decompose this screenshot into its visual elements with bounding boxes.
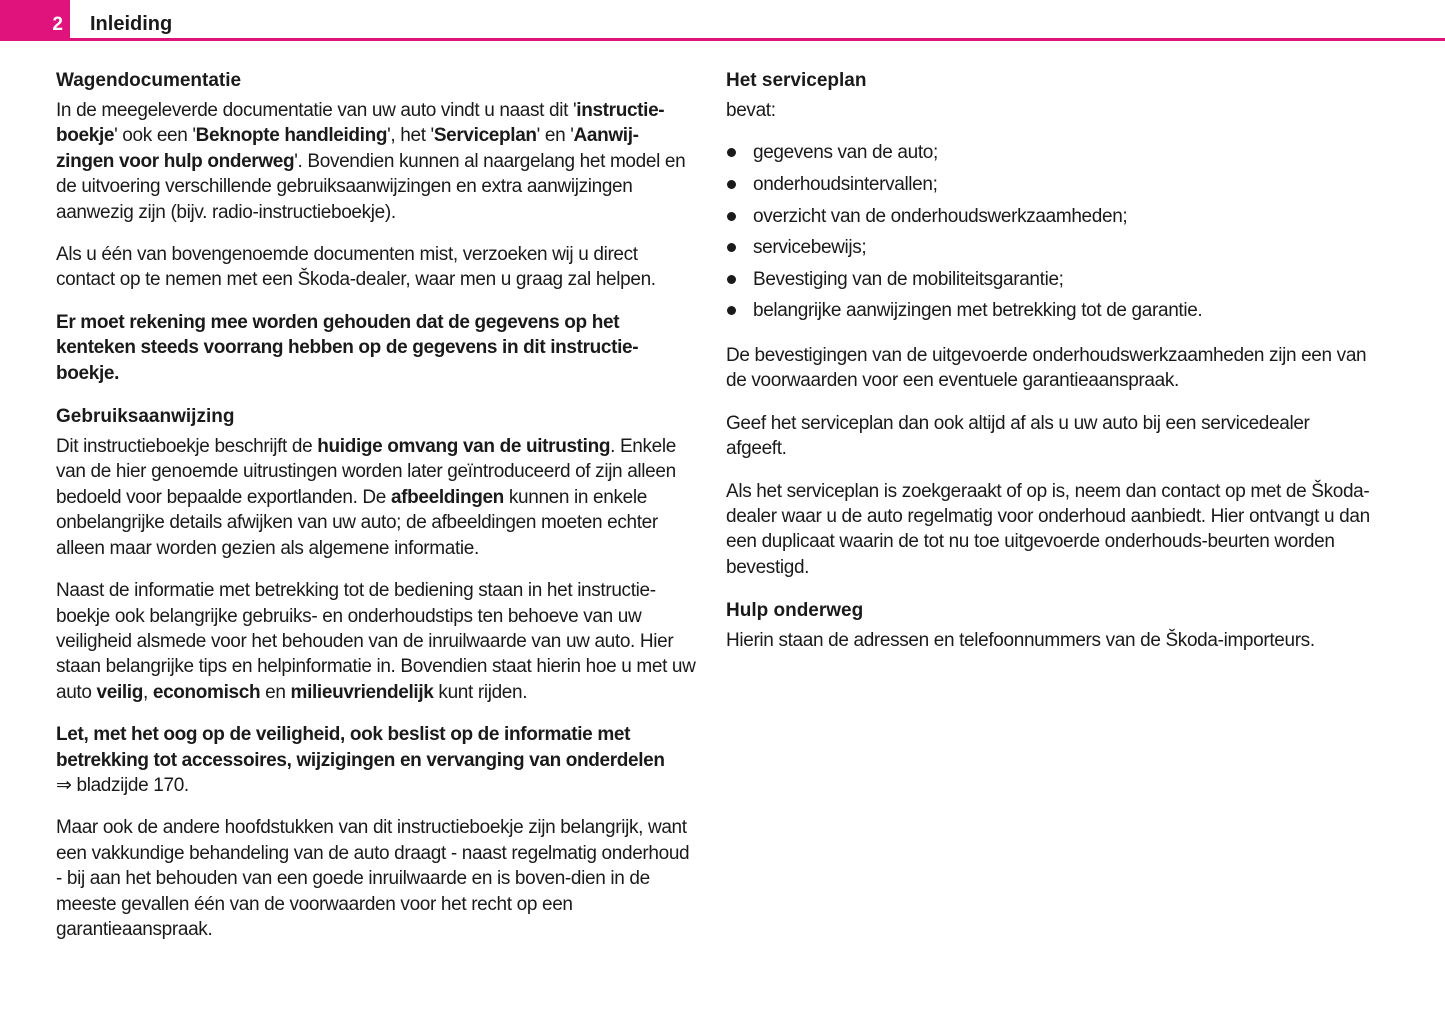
text-run: ', het ' [387, 125, 434, 147]
paragraph-confirmations: De bevestigingen van de uitgevoerde onderhoudswerkzaamheden zijn een van de voorwaarden voor een eventuele garantieaanspraak. [726, 344, 1367, 392]
text-run: Dit instructieboekje beschrijft de [56, 436, 318, 458]
bullet-icon [727, 148, 736, 157]
text-run: In de meegeleverde documentatie van uw auto vindt u naast dit ' [56, 100, 577, 121]
paragraph-manual-scope [56, 434, 696, 561]
emphasis-text: instructie-boekje [56, 100, 665, 147]
paragraph-registration-note [56, 310, 696, 386]
list-item [726, 295, 1371, 327]
text-run: Naast de informatie met betrekking tot de bediening staan in het instructie-boekje ook belangrijke gebruiks- en onderhoudstips ten behoeve van uw veiligheid alsmede voor het behouden van de inruilwaarde van uw auto. Hier staan belangrijke tips en helpinformatie in. Bovendien staat hierin hoe u met uw auto [56, 580, 696, 703]
bullet-icon [727, 306, 736, 315]
list-item-text: servicebewijs; [753, 237, 867, 259]
left-column [56, 67, 696, 959]
list-item-text: Bevestiging van de mobiliteitsgarantie; [753, 268, 1064, 290]
emphasis-text: Serviceplan [433, 125, 537, 147]
list-item-text: overzicht van de onderhoudswerkzaamheden; [753, 205, 1128, 227]
page-number: 2 [52, 14, 63, 35]
text-run: kunnen in enkele onbelangrijke details afwijken van uw auto; de afbeeldingen moeten echter alleen maar worden gezien als algemene informatie. [56, 486, 658, 559]
serviceplan-intro: bevat: [726, 100, 776, 121]
text-run: ' ook een ' [114, 125, 196, 147]
list-item-text: gegevens van de auto; [753, 142, 938, 164]
emphasis-text: veilig [96, 681, 143, 703]
heading-gebruiksaanwijzing: Gebruiksaanwijzing [56, 406, 235, 428]
page-number-box [0, 0, 70, 40]
heading-wagendocumentatie: Wagendocumentatie [56, 70, 242, 91]
text-run: kunt rijden. [433, 681, 528, 703]
list-item [726, 232, 1371, 264]
list-item-text: belangrijke aanwijzingen met betrekking tot de garantie. [753, 300, 1203, 322]
text-run: ' en ' [536, 125, 574, 147]
header-rule [0, 38, 1445, 41]
registration-note-bold: Er moet rekening mee worden gehouden dat de gegevens op het kenteken steeds voorrang hebben op de gegevens in dit instructie-boekje. [56, 311, 639, 384]
paragraph-safety-note [56, 722, 696, 798]
text-run: , [143, 681, 153, 703]
list-item [726, 137, 1371, 169]
emphasis-text: huidige omvang van de uitrusting [317, 436, 611, 458]
emphasis-text: Aanwij-zingen voor hulp onderweg [56, 125, 639, 172]
paragraph-hand-in-serviceplan: Geef het serviceplan dan ook altijd af als u uw auto bij een servicedealer afgeeft. [726, 412, 1310, 460]
section-title: Inleiding [90, 13, 173, 35]
list-item-text: onderhoudsintervallen; [753, 174, 938, 195]
right-column [726, 67, 1371, 671]
list-item [726, 264, 1371, 296]
bullet-icon [727, 275, 736, 284]
bullet-icon [727, 212, 736, 221]
text-run: '. Bovendien kunnen al naargelang het model en de uitvoering verschillende gebruiksaanwijzingen en extra aanwijzingen aanwezig zijn (bijv. radio-instructieboekje). [56, 150, 686, 223]
bullet-icon [727, 243, 736, 252]
emphasis-text: economisch [152, 681, 261, 703]
paragraph-manual-tips [56, 578, 696, 705]
list-item [726, 201, 1371, 233]
emphasis-text: afbeeldingen [390, 486, 504, 508]
paragraph-missing-documents: Als u één van bovengenoemde documenten mist, verzoeken wij u direct contact op te nemen met een Škoda-dealer, waar men u graag zal helpen. [56, 244, 656, 291]
page-header [0, 0, 1445, 42]
serviceplan-list [726, 137, 1371, 327]
paragraph-other-chapters: Maar ook de andere hoofdstukken van dit instructieboekje zijn belangrijk, want een vakkundige behandeling van de auto draagt - naast regelmatig onderhoud - bij aan het behouden van een goede inruilwaarde en is boven-dien in de meeste gevallen één van de voorwaarden voor het recht op een garantieaanspraak. [56, 817, 690, 940]
emphasis-text: milieuvriendelijk [290, 681, 434, 703]
bullet-icon [727, 180, 736, 189]
text-run: . Enkele van de hier genoemde uitrustingen worden later geïntroduceerd of zijn alleen bedoeld voor bepaalde exportlanden. De [56, 436, 676, 508]
safety-note-bold: Let, met het oog op de veiligheid, ook beslist op de informatie met betrekking tot accessoires, wijzigingen en vervanging van onderdelen [56, 724, 665, 771]
emphasis-text: Beknopte handleiding [195, 125, 388, 147]
list-item [726, 169, 1371, 201]
heading-serviceplan: Het serviceplan [726, 70, 867, 91]
arrow-right-icon: ⇒ [56, 774, 72, 796]
text-run: en [260, 681, 291, 703]
page-reference-link[interactable]: bladzijde 170. [71, 774, 189, 796]
paragraph-lost-serviceplan: Als het serviceplan is zoekgeraakt of op is, neem dan contact op met de Škoda-dealer waar u de auto regelmatig voor onderhoud aanbiedt. Hier ontvangt u dan een duplicaat waarin de tot nu toe uitgevoerde onderhouds-beurten worden bevestigd. [726, 480, 1370, 578]
paragraph-importers: Hierin staan de adressen en telefoonnummers van de Škoda-importeurs. [726, 630, 1315, 652]
heading-hulp-onderweg: Hulp onderweg [726, 600, 864, 622]
paragraph-documentation [56, 98, 696, 225]
